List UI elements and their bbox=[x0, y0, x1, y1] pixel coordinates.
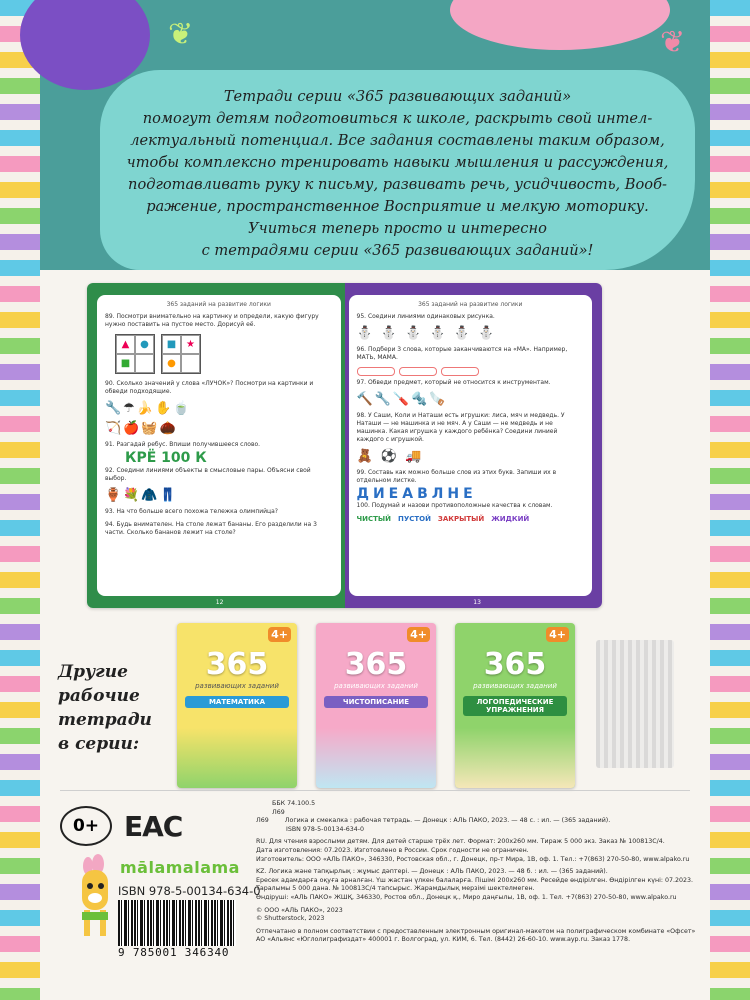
page-number: 13 bbox=[473, 599, 481, 606]
letters-bar: ДИЕАВЛНЕ bbox=[356, 486, 477, 502]
imprint-kz-line: Өндіруші: «АЛЬ ПАКО» ЖШҚ, 346330, Ростов обл., Донецк қ., Миро даңғылы, 1В, оф. 1. Тел. +7(863) 270-50-80, www.alpako.ru bbox=[256, 893, 677, 901]
spread-left-page bbox=[87, 283, 345, 608]
intro-line: с тетрадями серии «365 развивающих заданий»! bbox=[201, 242, 594, 259]
opposite-words bbox=[357, 515, 585, 524]
task-item: 98. У Саши, Коли и Наташи есть игрушки: лиса, мяч и медведь. У Наташи — не машинка и не мяч. А у Саши — не медведь и не машинка. Какая игрушка у каждого ребёнка? Соедини линией каждого с игрушкой. bbox=[356, 412, 565, 443]
book-cover-speech bbox=[455, 623, 575, 788]
book-subtitle: развивающих заданий bbox=[334, 682, 418, 690]
age-rating-mark: 0+ bbox=[60, 806, 112, 846]
task-item: 91. Разгадай ребус. Впиши получившееся слово. bbox=[105, 441, 261, 448]
isbn-line: ISBN 978-5-00134-634-0 bbox=[286, 825, 365, 833]
picture-row: ⛄ ⛄ ⛄ ⛄ ⛄ ⛄ bbox=[356, 326, 497, 341]
imprint-ru-line: Изготовитель: ООО «АЛЬ ПАКО», 346330, Ростовская обл., г. Донецк, пр-т Мира, 1В, оф. 1. Тел.: +7(863) 270-50-80, www.alpako.ru bbox=[256, 855, 690, 863]
word: ЗАКРЫТЫЙ bbox=[437, 515, 485, 523]
book-subtitle: развивающих заданий bbox=[195, 682, 279, 690]
page-number: 12 bbox=[215, 599, 224, 606]
imprint-block bbox=[256, 800, 706, 945]
udk-code: Л69 bbox=[272, 808, 285, 816]
label-line: тетради bbox=[58, 710, 152, 730]
intro-line: Тетради серии «365 развивающих заданий» bbox=[223, 88, 572, 105]
book-illustration bbox=[455, 728, 575, 788]
age-badge: 4+ bbox=[268, 627, 291, 642]
publisher-logo: mālamalama bbox=[120, 858, 240, 877]
intro-line: помогут детям подготовиться к школе, раскрыть свой интел- bbox=[142, 110, 653, 127]
workbook-spread-preview bbox=[87, 283, 602, 608]
bbk-code: ББК 74.100.5 bbox=[272, 800, 316, 807]
book-illustration bbox=[316, 728, 436, 788]
isbn-label: ISBN 978-5-00134-634-0 bbox=[118, 884, 261, 898]
eac-mark: ЕАС bbox=[124, 810, 183, 843]
age-badge: 4+ bbox=[546, 627, 569, 642]
intro-line: чтобы комплексно тренировать навыки мышления и рассуждения, bbox=[126, 154, 669, 171]
task-item: 100. Подумай и назови противоположные качества к словам. bbox=[356, 502, 553, 509]
task-item: 92. Соедини линиями объекты в смысловые пары. Объясни свой выбор. bbox=[105, 467, 311, 482]
imprint-kz-line: KZ. Логика және тапқырлық : жұмыс дәптері. — Донецк : АЛЬ ПАКО, 2023. — 48 б. : ил. — (365 заданий). bbox=[256, 868, 608, 876]
decor-blob-pink bbox=[450, 0, 670, 50]
book-cover-math bbox=[177, 623, 297, 788]
butterfly-icon: ❦ bbox=[168, 17, 194, 52]
imprint-ru-line: RU. Для чтения взрослыми детям. Для детей старше трёх лет. Формат: 200x260 мм. Тираж 5 000 экз. Заказ № 100813С/4. bbox=[256, 838, 665, 846]
imprint-kz-line: Таралымы 5 000 дана. № 100813С/4 тапсырыс. Жарамдылық мерзімі шектелмеген. bbox=[256, 885, 535, 893]
intro-line: Учиться теперь просто и интересно bbox=[248, 220, 547, 237]
barcode bbox=[118, 900, 236, 946]
word: ПУСТОЙ bbox=[397, 515, 431, 523]
imprint-kz-line: Ересек адамдарға оқуға арналған. Үш жастан үлкен балаларға. Пішімі 200x260 мм. Ресейде өндірілген. Өндірілген күні: 07.2023. bbox=[256, 876, 694, 884]
other-books-label bbox=[58, 660, 173, 756]
label-line: Другие bbox=[58, 662, 128, 682]
task-item: 96. Подбери 3 слова, которые заканчиваются на «МА». Например, МАТЬ, МАМА. bbox=[356, 346, 568, 361]
answer-fields bbox=[357, 367, 585, 376]
copyright-line: © Shutterstock, 2023 bbox=[256, 915, 325, 923]
task-item: 90. Сколько значений у слова «ЛУЧОК»? Посмотри на картинки и обведи подходящие. bbox=[105, 380, 314, 395]
divider bbox=[60, 790, 690, 791]
intro-line: лектуальный потенциал. Все задания составлены таким образом, bbox=[130, 132, 665, 149]
rebus-word: КРЁ 100 К bbox=[125, 450, 207, 466]
book-cover-calligraphy bbox=[316, 623, 436, 788]
barcode-digits: 9 785001 346340 bbox=[118, 946, 230, 959]
series-description bbox=[100, 70, 695, 270]
book-illustration bbox=[177, 728, 297, 788]
spread-right-page bbox=[345, 283, 603, 608]
age-badge: 4+ bbox=[407, 627, 430, 642]
book-subtitle: развивающих заданий bbox=[473, 682, 557, 690]
printer-line: АО «Альянс «Юглолиграфиздат» 400001 г. Волгоград, ул. КИМ, 6. Тел. (8442) 26-60-10. www.ayp.ru. Заказ 1778. bbox=[256, 936, 631, 944]
copyright-line: © ООО «АЛЬ ПАКО», 2023 bbox=[256, 906, 343, 914]
label-line: рабочие bbox=[58, 686, 140, 706]
task-item: 97. Обведи предмет, который не относится к инструментам. bbox=[356, 379, 551, 386]
shape-puzzle: ▲ ● ■ ■ ★ ● bbox=[115, 334, 333, 374]
picture-row: 🔨🔧🪛🔩🪚 bbox=[356, 392, 448, 407]
author-code: Л69 bbox=[256, 817, 269, 825]
printer-line: Отпечатано в полном соответствии с предоставленным электронным оригинал-макетом на полиграфическом комбинате «Офсет» bbox=[256, 927, 696, 935]
page-header: 365 заданий на развитие логики bbox=[166, 301, 271, 308]
book-title: ЧИСТОПИСАНИЕ bbox=[324, 696, 428, 708]
intro-line: подготавливать руку к письму, развивать речь, усидчивость, Вооб- bbox=[128, 176, 667, 193]
qr-code bbox=[596, 640, 674, 768]
intro-line: ражение, пространственное Восприятие и мелкую моторику. bbox=[146, 198, 649, 215]
book-number: 365 bbox=[344, 647, 408, 682]
task-item: 94. Будь внимателен. На столе лежат бананы. Его разделили на 3 части. Сколько бананов лежит на столе? bbox=[105, 521, 317, 536]
butterfly-icon: ❦ bbox=[660, 25, 686, 60]
label-line: в серии: bbox=[58, 734, 140, 754]
picture-row: 🧸 ⚽ 🚚 bbox=[356, 449, 424, 464]
book-title: МАТЕМАТИКА bbox=[185, 696, 289, 708]
book-title-line: Логика и смекалка : рабочая тетрадь. — Донецк : АЛЬ ПАКО, 2023. — 48 с. : ил. — (365 заданий). bbox=[284, 817, 611, 825]
picture-row: 🏹🍎🧺🌰 bbox=[105, 421, 178, 436]
imprint-ru-line: Дата изготовления: 07.2023. Изготовлено в России. Срок годности не ограничен. bbox=[256, 846, 529, 854]
task-item: 95. Соедини линиями одинаковых рисунка. bbox=[356, 313, 495, 320]
task-item: 89. Посмотри внимательно на картинку и определи, какую фигуру нужно поставить на пустое место. Дорисуй её. bbox=[105, 313, 319, 328]
book-number: 365 bbox=[205, 647, 269, 682]
book-title: ЛОГОПЕДИЧЕСКИЕ УПРАЖНЕНИЯ bbox=[463, 696, 567, 716]
task-item: 99. Составь как можно больше слов из этих букв. Запиши их в отдельном листке. bbox=[356, 469, 557, 484]
book-number: 365 bbox=[483, 647, 547, 682]
word: ЧИСТЫЙ bbox=[356, 515, 392, 523]
task-item: 93. На что больше всего похожа тележка олимпийца? bbox=[105, 508, 278, 515]
page-header: 365 заданий на развитие логики bbox=[418, 301, 523, 308]
picture-row: 🏺💐🧥👖 bbox=[105, 488, 178, 503]
picture-row: 🔧☂🍌✋🍵 bbox=[105, 401, 192, 416]
word: ЖИДКИЙ bbox=[491, 515, 530, 523]
